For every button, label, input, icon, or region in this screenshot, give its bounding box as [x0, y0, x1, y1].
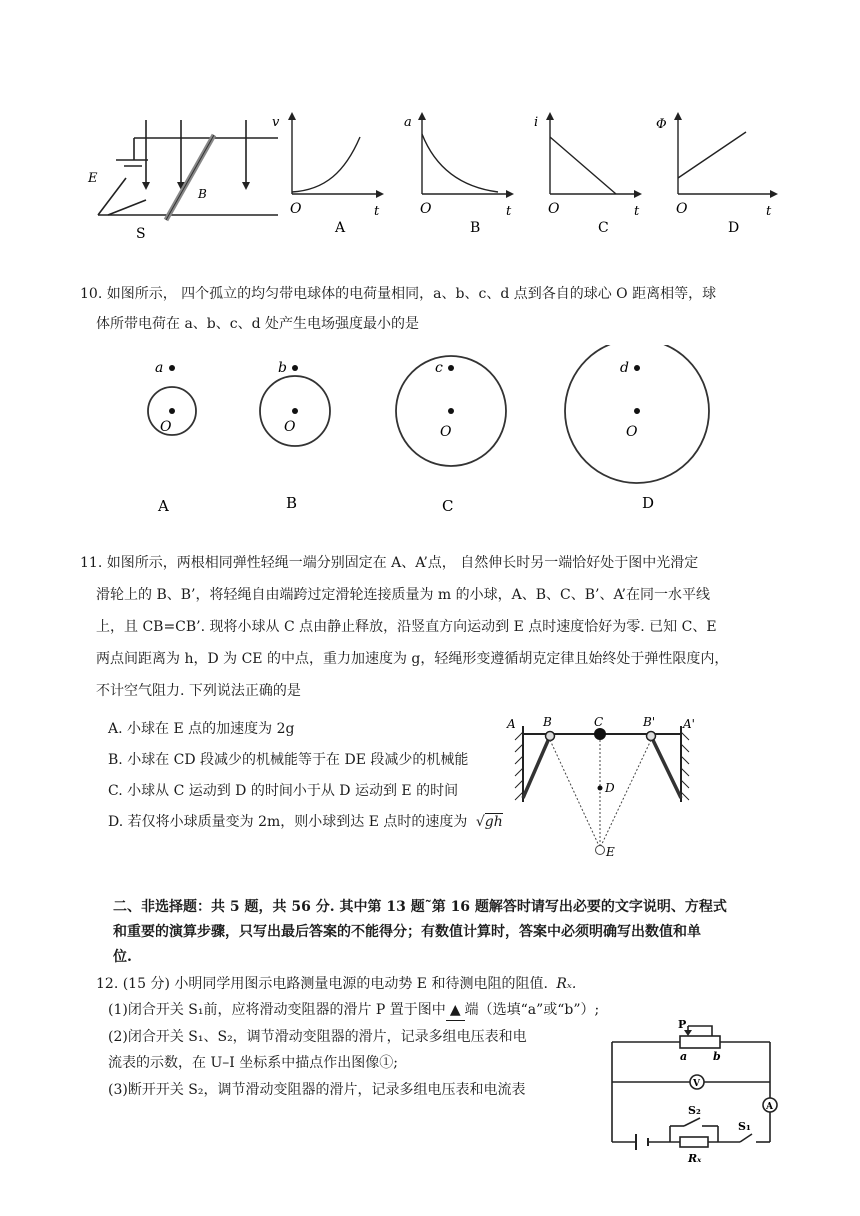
q12-circuit-figure: [600, 1014, 790, 1166]
option-b-label: B: [286, 494, 298, 512]
switch-s2-label: S₂: [688, 1104, 701, 1117]
resistor-rx-label: Rₓ: [688, 1152, 702, 1165]
q10-stem-line-1: 10. 如图所示， 四个孤立的均匀带电球体的电荷量相同，a、b、c、d 点到各自的球心 O 距离相等，球: [80, 286, 717, 302]
q12-step-2b: 流表的示数，在 U–I 坐标系中描点作出图像①;: [108, 1055, 398, 1071]
slider-label: P: [678, 1018, 687, 1031]
center-label: O: [440, 424, 452, 440]
graph-option-d: [656, 112, 786, 237]
q11-option-c: C. 小球从 C 运动到 D 的时间小于从 D 运动到 E 的时间: [108, 783, 459, 799]
q11-stem-line-4: 两点间距离为 h，D 为 CE 的中点，重力加速度为 g，轻绳形变遵循胡克定律且始终处于弹性限度内，: [96, 651, 729, 667]
option-a-label: A: [158, 497, 169, 515]
point-a-label: a: [155, 360, 164, 376]
q12-step1-post: 端（选填“a”或“b”）;: [464, 1002, 600, 1018]
option-c-label: C: [442, 497, 454, 515]
point-b-dot: [292, 365, 298, 371]
center-label: O: [284, 419, 296, 435]
option-label: D: [728, 220, 740, 236]
q11-pulley-figure: [505, 712, 705, 862]
option-label: B: [470, 220, 481, 236]
option-label: A: [335, 220, 346, 236]
point-d-dot: [634, 365, 640, 371]
section2-line-1: 二、非选择题：共 5 题，共 56 分. 其中第 13 题˜第 16 题解答时请写出必要的文字说明、方程式: [113, 899, 727, 915]
graph-option-b: [400, 112, 520, 237]
q11-option-a: A. 小球在 E 点的加速度为 2g: [108, 721, 295, 737]
origin-label: O: [420, 201, 432, 217]
terminal-b-label: b: [713, 1050, 721, 1063]
answer-blank: ▲: [446, 1000, 465, 1021]
rx-symbol: Rₓ.: [556, 976, 577, 992]
q12-step-2a: (2)闭合开关 S₁、S₂，调节滑动变阻器的滑片，记录多组电压表和电: [108, 1029, 527, 1045]
q12-stem-line-1: [96, 974, 576, 994]
battery-label: E: [88, 171, 98, 186]
q11-option-d-text: D. 若仅将小球质量变为 2m，则小球到达 E 点时的速度为: [108, 814, 468, 830]
q12-step1-pre: (1)闭合开关 S₁前，应将滑动变阻器的滑片 P 置于图中: [108, 1002, 446, 1018]
point-c-dot: [448, 365, 454, 371]
origin-label: O: [676, 201, 688, 217]
q12-step-3: (3)断开开关 S₂，调节滑动变阻器的滑片，记录多组电压表和电流表: [108, 1082, 526, 1098]
terminal-a-label: a: [680, 1050, 688, 1063]
point-b-label: b: [278, 360, 287, 376]
q10-stem-line-2: 体所带电荷在 a、b、c、d 处产生电场强度最小的是: [96, 316, 420, 332]
center-label: O: [626, 424, 638, 440]
label-c: C: [594, 715, 604, 729]
graph-option-a: [270, 112, 390, 237]
axis-label-i: i: [534, 115, 539, 130]
label-e: E: [606, 845, 615, 859]
sqrt-radicand: gh: [484, 814, 503, 830]
q12-stem-text: 12. (15 分) 小明同学用图示电路测量电源的电动势 E 和待测电阻的阻值.: [96, 976, 548, 992]
axis-label-t: t: [766, 204, 772, 219]
switch-s1-label: S₁: [738, 1120, 751, 1133]
voltmeter-icon: V: [693, 1079, 700, 1089]
ammeter-icon: A: [766, 1102, 773, 1112]
origin-label: O: [290, 201, 302, 217]
option-label: C: [598, 220, 609, 236]
origin-label: O: [548, 201, 560, 217]
section2-line-2: 和重要的演算步骤，只写出最后答案的不能得分；有数值计算时，答案中必须明确写出数值和单: [113, 924, 701, 940]
section2-line-3: 位.: [113, 949, 132, 965]
point-c-label: c: [435, 360, 443, 376]
axis-label-a: a: [404, 115, 412, 130]
switch-label: S: [136, 226, 146, 240]
axis-label-phi: Φ: [656, 117, 667, 132]
option-d-label: D: [642, 494, 655, 512]
rod-label: B: [198, 187, 207, 201]
sqrt-formula: √gh: [475, 814, 503, 830]
label-d: D: [605, 781, 615, 795]
label-a-prime: A': [683, 717, 695, 731]
q11-stem-line-5: 不计空气阻力. 下列说法正确的是: [96, 683, 301, 699]
q9-circuit-figure: [86, 110, 286, 240]
q11-option-b: B. 小球在 CD 段减少的机械能等于在 DE 段减少的机械能: [108, 752, 469, 768]
label-b: B: [543, 715, 552, 729]
q11-stem-line-1: 11. 如图所示，两根相同弹性轻绳一端分别固定在 A、A’点， 自然伸长时另一端恰好处于图中光滑定: [80, 555, 699, 571]
point-d-label: d: [620, 360, 629, 376]
axis-label-t: t: [374, 204, 380, 219]
q11-stem-line-3: 上，且 CB=CB’. 现将小球从 C 点由静止释放，沿竖直方向运动到 E 点时速度恰好为零. 已知 C、E: [96, 619, 717, 635]
point-a-dot: [169, 365, 175, 371]
axis-label-t: t: [634, 204, 640, 219]
center-label: O: [160, 419, 172, 435]
q11-stem-line-2: 滑轮上的 B、B’，将轻绳自由端跨过定滑轮连接质量为 m 的小球，A、B、C、B’、A’在同一水平线: [96, 587, 711, 603]
axis-label-v: v: [272, 115, 280, 130]
axis-label-t: t: [506, 204, 512, 219]
q10-spheres-figure: [130, 345, 730, 520]
graph-option-c: [528, 112, 648, 237]
q12-step-1: [108, 1000, 599, 1021]
label-b-prime: B': [643, 715, 656, 729]
q11-option-d: [108, 812, 503, 832]
label-a: A: [507, 717, 516, 731]
